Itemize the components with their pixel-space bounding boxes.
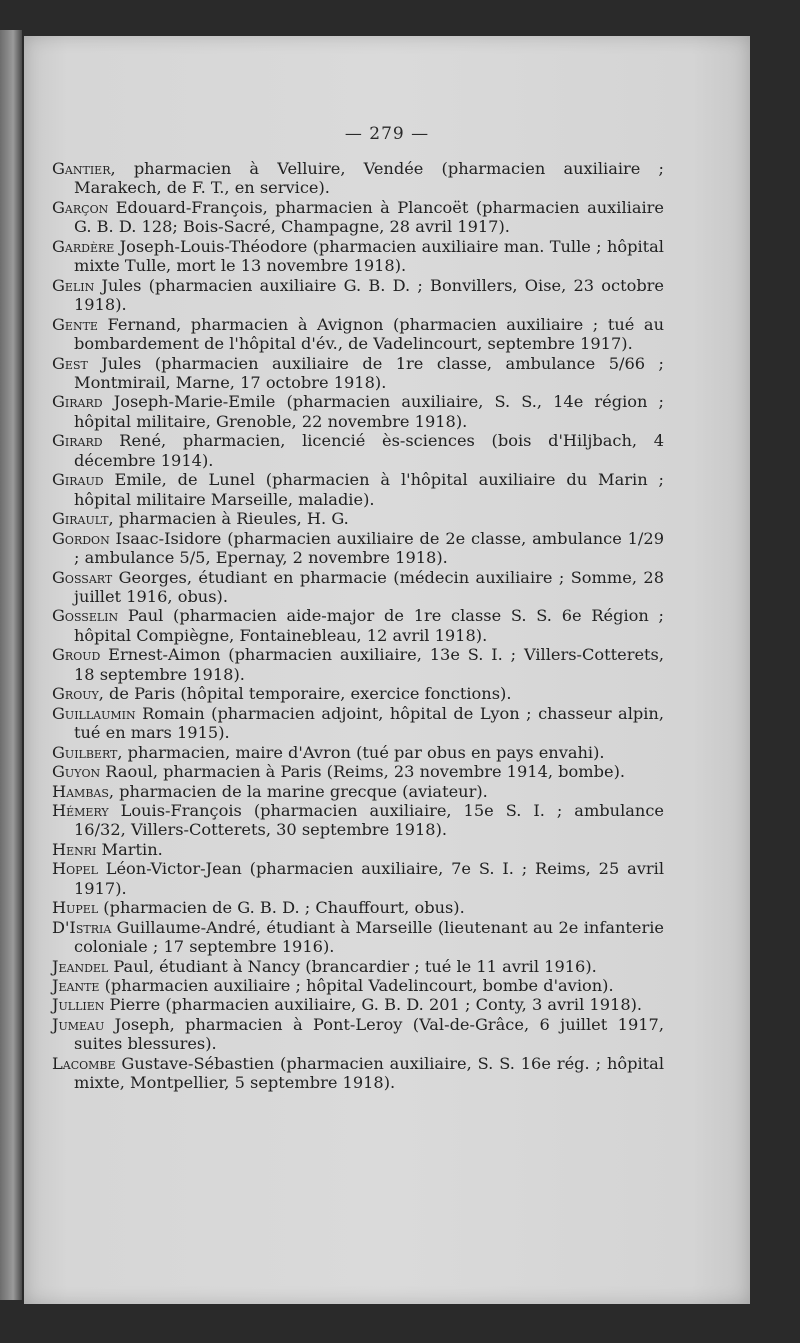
list-item bbox=[52, 470, 664, 509]
entry-surname: Gente bbox=[52, 314, 98, 334]
entry-surname: Jeante bbox=[52, 976, 100, 996]
list-item bbox=[52, 568, 664, 607]
list-item bbox=[52, 529, 664, 568]
entry-text: Isaac-Isidore (pharmacien auxiliaire de 2e classe, ambulance 1/29 ; ambulance 5/5, Epernay, 2 novembre 1918). bbox=[74, 528, 664, 568]
entry-text: Georges, étudiant en pharmacie (médecin auxiliaire ; Somme, 28 juillet 1916, obus). bbox=[74, 567, 664, 606]
entry-surname: Gelin bbox=[52, 275, 95, 295]
entry-text: , de Paris (hôpital temporaire, exercice fonctions). bbox=[98, 684, 512, 704]
entry-surname: Girard bbox=[52, 431, 103, 451]
entry-surname: Hémery bbox=[52, 800, 109, 820]
entry-text: Fernand, pharmacien à Avignon (pharmacien auxiliaire ; tué au bombardement de l'hôpital d'év., de Vadelincourt, septembre 1917). bbox=[74, 314, 664, 354]
entry-text: Emile, de Lunel (pharmacien à l'hôpital auxiliaire du Marin ; hôpital militaire Marseille, maladie). bbox=[74, 470, 664, 509]
entry-text: Jules (pharmacien auxiliaire G. B. D. ; Bonvillers, Oise, 23 octobre 1918). bbox=[74, 275, 664, 315]
entry-list bbox=[52, 159, 664, 1093]
list-item bbox=[52, 782, 664, 801]
entry-text: Louis-François (pharmacien auxiliaire, 15e S. I. ; ambulance 16/32, Villers-Cotterets, 30 septembre 1918). bbox=[74, 800, 664, 840]
entry-text: (pharmacien auxiliaire ; hôpital Vadelincourt, bombe d'avion). bbox=[99, 976, 614, 996]
entry-text: René, pharmacien, licencié ès-sciences (bois d'Hiljbach, 4 décembre 1914). bbox=[74, 431, 664, 470]
book-page bbox=[24, 36, 750, 1304]
entry-surname: Guyon bbox=[52, 762, 101, 782]
entry-text: Léon-Victor-Jean (pharmacien auxiliaire, 7e S. I. ; Reims, 25 avril 1917). bbox=[74, 859, 664, 898]
entry-text: Raoul, pharmacien à Paris (Reims, 23 novembre 1914, bombe). bbox=[100, 762, 626, 782]
entry-text: Joseph-Marie-Emile (pharmacien auxiliaire, S. S., 14e région ; hôpital militaire, Grenoble, 22 novembre 1918). bbox=[74, 392, 664, 431]
list-item bbox=[52, 198, 664, 237]
entry-text: , pharmacien à Rieules, H. G. bbox=[108, 509, 349, 529]
entry-text: Ernest-Aimon (pharmacien auxiliaire, 13e S. I. ; Villers-Cotterets, 18 septembre 1918). bbox=[74, 645, 664, 684]
entry-surname: Gordon bbox=[52, 528, 110, 548]
list-item bbox=[52, 237, 664, 276]
entry-surname: Jumeau bbox=[52, 1014, 105, 1034]
list-item bbox=[52, 684, 664, 703]
entry-text: Gustave-Sébastien (pharmacien auxiliaire, S. S. 16e rég. ; hôpital mixte, Montpellier, 5 septembre 1918). bbox=[74, 1053, 664, 1093]
list-item bbox=[52, 957, 664, 976]
entry-text: (pharmacien de G. B. D. ; Chauffourt, obus). bbox=[98, 898, 465, 918]
entry-surname: Groud bbox=[52, 645, 101, 665]
facing-page-edge bbox=[0, 30, 22, 1300]
page-number: — 279 — bbox=[344, 124, 430, 144]
list-item bbox=[52, 159, 664, 198]
list-item bbox=[52, 276, 664, 315]
entry-surname: Hambas bbox=[52, 781, 109, 801]
entry-text: Edouard-François, pharmacien à Plancoët (pharmacien auxiliaire G. B. D. 128; Bois-Sacré, Champagne, 28 avril 1917). bbox=[74, 197, 664, 237]
entry-text: Joseph, pharmacien à Pont-Leroy (Val-de-Grâce, 6 juillet 1917, suites blessures). bbox=[74, 1014, 664, 1054]
entry-text: Paul (pharmacien aide-major de 1re classe S. S. 6e Région ; hôpital Compiègne, Fontainebleau, 12 avril 1918). bbox=[74, 606, 664, 645]
entry-surname: Gest bbox=[52, 353, 88, 373]
entry-surname: Jullien bbox=[52, 995, 105, 1015]
list-item bbox=[52, 762, 664, 781]
entry-surname: D'Istria bbox=[52, 917, 112, 937]
entry-surname: Grouy bbox=[52, 684, 99, 704]
entry-surname: Jeandel bbox=[52, 956, 109, 976]
list-item bbox=[52, 840, 664, 859]
entry-text: Joseph-Louis-Théodore (pharmacien auxiliaire man. Tulle ; hôpital mixte Tulle, mort le 13 novembre 1918). bbox=[74, 236, 664, 276]
entry-surname: Girard bbox=[52, 392, 103, 412]
entry-surname: Gardère bbox=[52, 236, 115, 256]
list-item bbox=[52, 859, 664, 898]
entry-surname: Guilbert bbox=[52, 742, 118, 762]
list-item bbox=[52, 392, 664, 431]
list-item bbox=[52, 743, 664, 762]
list-item bbox=[52, 898, 664, 917]
entry-text: , pharmacien à Velluire, Vendée (pharmacien auxiliaire ; Marakech, de F. T., en service). bbox=[74, 159, 664, 198]
entry-surname: Gantier bbox=[52, 159, 111, 178]
entry-text: Pierre (pharmacien auxiliaire, G. B. D. 201 ; Conty, 3 avril 1918). bbox=[104, 995, 643, 1015]
list-item bbox=[52, 1054, 664, 1093]
list-item bbox=[52, 918, 664, 957]
entry-surname: Hupel bbox=[52, 898, 99, 918]
list-item bbox=[52, 995, 664, 1014]
list-item bbox=[52, 431, 664, 470]
entry-text: Jules (pharmacien auxiliaire de 1re classe, ambulance 5/66 ; Montmirail, Marne, 17 octobre 1918). bbox=[74, 353, 664, 392]
list-item bbox=[52, 315, 664, 354]
list-item bbox=[52, 606, 664, 645]
list-item bbox=[52, 976, 664, 995]
list-item bbox=[52, 354, 664, 393]
entry-text: Martin. bbox=[96, 839, 163, 859]
list-item bbox=[52, 509, 664, 528]
list-item bbox=[52, 704, 664, 743]
entry-text: , pharmacien, maire d'Avron (tué par obus en pays envahi). bbox=[117, 742, 605, 762]
entry-surname: Guillaumin bbox=[52, 703, 136, 723]
entry-surname: Lacombe bbox=[52, 1053, 116, 1073]
entry-surname: Garçon bbox=[52, 197, 109, 217]
entry-text: Paul, étudiant à Nancy (brancardier ; tué le 11 avril 1916). bbox=[108, 956, 597, 976]
entry-surname: Hopel bbox=[52, 859, 98, 879]
entry-surname: Gossart bbox=[52, 567, 113, 587]
entry-text: Romain (pharmacien adjoint, hôpital de Lyon ; chasseur alpin, tué en mars 1915). bbox=[74, 703, 664, 743]
entry-surname: Giraud bbox=[52, 470, 104, 490]
list-item bbox=[52, 801, 664, 840]
entry-text: , pharmacien de la marine grecque (aviateur). bbox=[108, 781, 488, 801]
entry-surname: Henri bbox=[52, 839, 97, 859]
list-item bbox=[52, 1015, 664, 1054]
entry-surname: Girault bbox=[52, 509, 109, 529]
entry-surname: Gosselin bbox=[52, 606, 119, 626]
list-item bbox=[52, 645, 664, 684]
entry-text: Guillaume-André, étudiant à Marseille (lieutenant au 2e infanterie coloniale ; 17 septembre 1916). bbox=[74, 917, 664, 957]
